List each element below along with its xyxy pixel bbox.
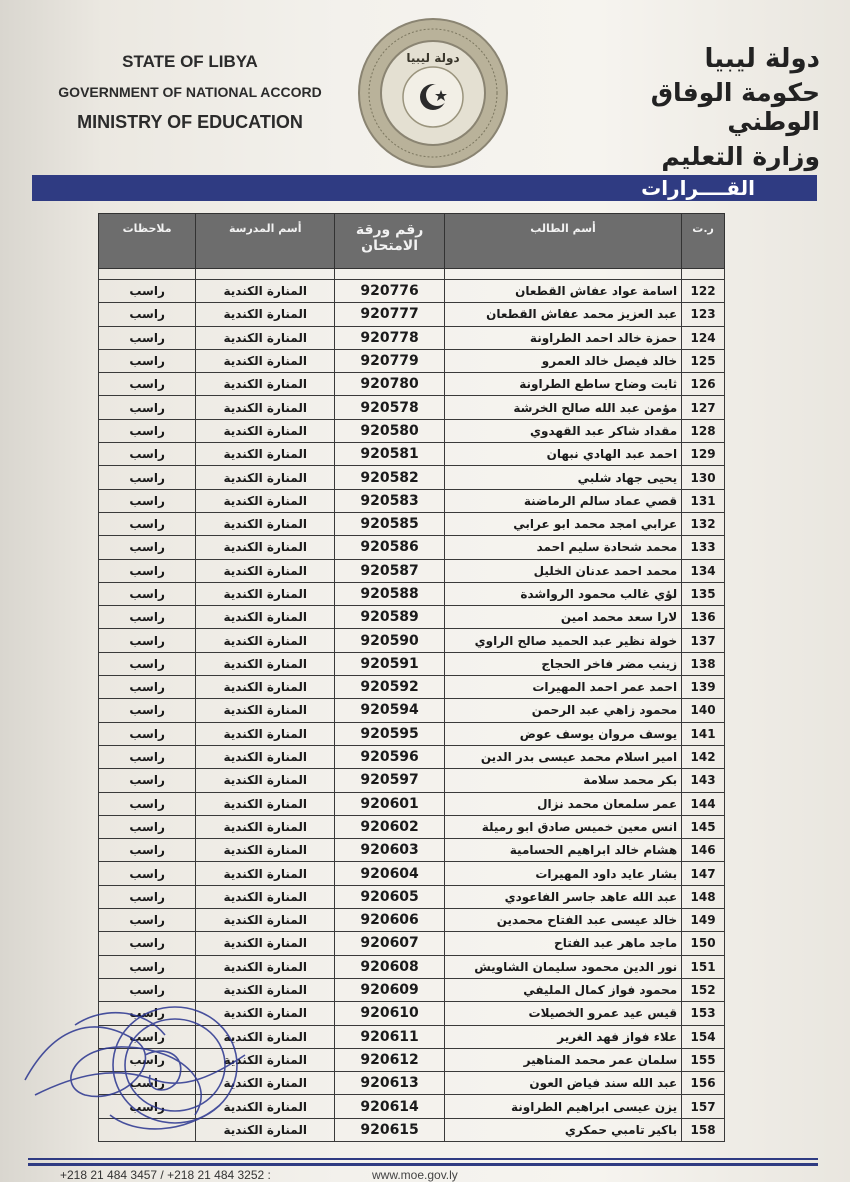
row-num: 139 bbox=[682, 676, 725, 699]
notes: راسب bbox=[99, 1072, 196, 1095]
row-num: 134 bbox=[682, 559, 725, 582]
school-name: المنارة الكندية bbox=[196, 280, 335, 303]
student-name: محمود زاهي عبد الرحمن bbox=[444, 699, 681, 722]
notes: راسب bbox=[99, 932, 196, 955]
table-row bbox=[99, 466, 725, 489]
student-name: عبد الله عاهد جاسر الفاعودي bbox=[444, 885, 681, 908]
school-name: المنارة الكندية bbox=[196, 839, 335, 862]
table-row bbox=[99, 862, 725, 885]
table-row bbox=[99, 792, 725, 815]
government-name-en: GOVERNMENT OF NATIONAL ACCORD bbox=[58, 84, 322, 100]
row-num: 130 bbox=[682, 466, 725, 489]
school-name: المنارة الكندية bbox=[196, 792, 335, 815]
student-name: لؤي غالب محمود الرواشدة bbox=[444, 582, 681, 605]
school-name: المنارة الكندية bbox=[196, 489, 335, 512]
notes: راسب bbox=[99, 815, 196, 838]
school-name: المنارة الكندية bbox=[196, 466, 335, 489]
row-num: 153 bbox=[682, 1002, 725, 1025]
row-num: 126 bbox=[682, 373, 725, 396]
row-num: 143 bbox=[682, 769, 725, 792]
table-row bbox=[99, 396, 725, 419]
row-num: 146 bbox=[682, 839, 725, 862]
student-name: احمد عبد الهادي نبهان bbox=[444, 443, 681, 466]
table-row bbox=[99, 349, 725, 372]
notes: راسب bbox=[99, 839, 196, 862]
notes: راسب bbox=[99, 676, 196, 699]
row-num: 129 bbox=[682, 443, 725, 466]
exam-number: 920615 bbox=[335, 1118, 445, 1141]
school-name: المنارة الكندية bbox=[196, 699, 335, 722]
table-row bbox=[99, 629, 725, 652]
notes: راسب bbox=[99, 745, 196, 768]
notes: راسب bbox=[99, 536, 196, 559]
exam-number: 920776 bbox=[335, 280, 445, 303]
row-num: 136 bbox=[682, 606, 725, 629]
student-name: محمد شحادة سليم احمد bbox=[444, 536, 681, 559]
student-name: عمر سلمعان محمد نزال bbox=[444, 792, 681, 815]
school-name: المنارة الكندية bbox=[196, 1118, 335, 1141]
row-num: 133 bbox=[682, 536, 725, 559]
school-name: المنارة الكندية bbox=[196, 536, 335, 559]
school-name: المنارة الكندية bbox=[196, 955, 335, 978]
ministry-name-en: MINISTRY OF EDUCATION bbox=[77, 112, 303, 132]
exam-number: 920777 bbox=[335, 303, 445, 326]
exam-number: 920580 bbox=[335, 419, 445, 442]
notes: راسب bbox=[99, 1048, 196, 1071]
notes: راسب bbox=[99, 466, 196, 489]
exam-number: 920611 bbox=[335, 1025, 445, 1048]
student-name: ثابت وضاح ساطع الطراونة bbox=[444, 373, 681, 396]
school-name: المنارة الكندية bbox=[196, 1025, 335, 1048]
school-name: المنارة الكندية bbox=[196, 885, 335, 908]
col-header-school: أسم المدرسة bbox=[196, 214, 335, 269]
ministry-name-ar: وزارة التعليم bbox=[661, 142, 820, 171]
table-row bbox=[99, 419, 725, 442]
student-name: محمد احمد عدنان الخليل bbox=[444, 559, 681, 582]
student-name: ماجد ماهر عبد الفتاح bbox=[444, 932, 681, 955]
school-name: المنارة الكندية bbox=[196, 815, 335, 838]
school-name: المنارة الكندية bbox=[196, 582, 335, 605]
exam-number: 920613 bbox=[335, 1072, 445, 1095]
school-name: المنارة الكندية bbox=[196, 373, 335, 396]
school-name: المنارة الكندية bbox=[196, 303, 335, 326]
table-row bbox=[99, 536, 725, 559]
student-name: احمد عمر احمد المهيرات bbox=[444, 676, 681, 699]
government-name-ar: حكومة الوفاق الوطني bbox=[650, 78, 820, 136]
row-num: 144 bbox=[682, 792, 725, 815]
exam-number: 920609 bbox=[335, 978, 445, 1001]
student-name: لارا سعد محمد امين bbox=[444, 606, 681, 629]
school-name: المنارة الكندية bbox=[196, 326, 335, 349]
row-num: 137 bbox=[682, 629, 725, 652]
exam-number: 920602 bbox=[335, 815, 445, 838]
row-num: 122 bbox=[682, 280, 725, 303]
notes: راسب bbox=[99, 1025, 196, 1048]
notes: راسب bbox=[99, 349, 196, 372]
exam-number: 920583 bbox=[335, 489, 445, 512]
notes: راسب bbox=[99, 489, 196, 512]
table-row bbox=[99, 699, 725, 722]
exam-number: 920588 bbox=[335, 582, 445, 605]
table-row bbox=[99, 606, 725, 629]
row-num: 156 bbox=[682, 1072, 725, 1095]
notes: راسب bbox=[99, 373, 196, 396]
exam-number: 920590 bbox=[335, 629, 445, 652]
table-row bbox=[99, 769, 725, 792]
state-seal-icon bbox=[357, 17, 509, 169]
table-row bbox=[99, 373, 725, 396]
row-num: 145 bbox=[682, 815, 725, 838]
notes: راسب bbox=[99, 955, 196, 978]
row-num: 152 bbox=[682, 978, 725, 1001]
school-name: المنارة الكندية bbox=[196, 769, 335, 792]
exam-number: 920596 bbox=[335, 745, 445, 768]
table-row bbox=[99, 559, 725, 582]
row-num: 138 bbox=[682, 652, 725, 675]
student-name: قصي عماد سالم الرماضنة bbox=[444, 489, 681, 512]
student-name: باكير تامبي حمكري bbox=[444, 1118, 681, 1141]
row-num: 154 bbox=[682, 1025, 725, 1048]
exam-number: 920587 bbox=[335, 559, 445, 582]
row-num: 150 bbox=[682, 932, 725, 955]
student-name: قيس عيد عمرو الخصيلات bbox=[444, 1002, 681, 1025]
student-name: مقداد شاكر عبد القهدوي bbox=[444, 419, 681, 442]
table-row bbox=[99, 932, 725, 955]
school-name: المنارة الكندية bbox=[196, 978, 335, 1001]
state-name-en: STATE OF LIBYA bbox=[122, 52, 258, 71]
school-name: المنارة الكندية bbox=[196, 652, 335, 675]
school-name: المنارة الكندية bbox=[196, 1095, 335, 1118]
student-name: نور الدين محمود سليمان الشاويش bbox=[444, 955, 681, 978]
table-row bbox=[99, 745, 725, 768]
notes: راسب bbox=[99, 280, 196, 303]
school-name: المنارة الكندية bbox=[196, 932, 335, 955]
student-name: بشار عايد داود المهيرات bbox=[444, 862, 681, 885]
exam-number: 920581 bbox=[335, 443, 445, 466]
row-num: 147 bbox=[682, 862, 725, 885]
header-english bbox=[40, 52, 340, 145]
table-row bbox=[99, 909, 725, 932]
school-name: المنارة الكندية bbox=[196, 349, 335, 372]
student-name: انس معين خميس صادق ابو رميلة bbox=[444, 815, 681, 838]
header-arabic bbox=[560, 44, 820, 171]
table-row bbox=[99, 676, 725, 699]
notes: راسب bbox=[99, 1002, 196, 1025]
school-name: المنارة الكندية bbox=[196, 419, 335, 442]
student-name: يحيى جهاد شلبي bbox=[444, 466, 681, 489]
notes: راسب bbox=[99, 978, 196, 1001]
exam-number: 920605 bbox=[335, 885, 445, 908]
row-num: 141 bbox=[682, 722, 725, 745]
row-num: 140 bbox=[682, 699, 725, 722]
student-name: محمود فواز كمال المليفي bbox=[444, 978, 681, 1001]
col-header-exam: رقم ورقة الامتحان bbox=[335, 214, 445, 269]
exam-number: 920595 bbox=[335, 722, 445, 745]
exam-number: 920591 bbox=[335, 652, 445, 675]
row-num: 148 bbox=[682, 885, 725, 908]
section-title: القــــرارات bbox=[641, 176, 755, 200]
row-num: 132 bbox=[682, 512, 725, 535]
row-num: 123 bbox=[682, 303, 725, 326]
school-name: المنارة الكندية bbox=[196, 676, 335, 699]
student-name: عرابي امجد محمد ابو عرابي bbox=[444, 512, 681, 535]
student-name: خالد عيسى عبد الفتاح محمدين bbox=[444, 909, 681, 932]
section-banner bbox=[32, 175, 817, 201]
school-name: المنارة الكندية bbox=[196, 396, 335, 419]
school-name: المنارة الكندية bbox=[196, 1002, 335, 1025]
exam-number: 920780 bbox=[335, 373, 445, 396]
exam-number: 920604 bbox=[335, 862, 445, 885]
exam-number: 920585 bbox=[335, 512, 445, 535]
notes: راسب bbox=[99, 582, 196, 605]
row-num: 158 bbox=[682, 1118, 725, 1141]
row-num: 149 bbox=[682, 909, 725, 932]
student-name: عبد الله سند فياض العون bbox=[444, 1072, 681, 1095]
exam-number: 920578 bbox=[335, 396, 445, 419]
exam-number: 920614 bbox=[335, 1095, 445, 1118]
school-name: المنارة الكندية bbox=[196, 559, 335, 582]
exam-number: 920607 bbox=[335, 932, 445, 955]
exam-number: 920779 bbox=[335, 349, 445, 372]
exam-number: 920582 bbox=[335, 466, 445, 489]
school-name: المنارة الكندية bbox=[196, 745, 335, 768]
table-spacer-row bbox=[99, 269, 725, 280]
row-num: 135 bbox=[682, 582, 725, 605]
notes: راسب bbox=[99, 652, 196, 675]
table-row bbox=[99, 722, 725, 745]
notes: راسب bbox=[99, 559, 196, 582]
footer-website[interactable]: www.moe.gov.ly bbox=[372, 1168, 458, 1182]
table-row bbox=[99, 839, 725, 862]
footer-rule bbox=[28, 1158, 818, 1160]
student-name: يوسف مروان يوسف عوض bbox=[444, 722, 681, 745]
col-header-num: ر.ت bbox=[682, 214, 725, 269]
table-row bbox=[99, 280, 725, 303]
school-name: المنارة الكندية bbox=[196, 629, 335, 652]
table-row bbox=[99, 443, 725, 466]
notes: راسب bbox=[99, 792, 196, 815]
student-name: بكر محمد سلامة bbox=[444, 769, 681, 792]
exam-number: 920610 bbox=[335, 1002, 445, 1025]
student-name: يزن عيسى ابراهيم الطراونة bbox=[444, 1095, 681, 1118]
notes: راسب bbox=[99, 909, 196, 932]
school-name: المنارة الكندية bbox=[196, 862, 335, 885]
exam-number: 920594 bbox=[335, 699, 445, 722]
student-name: امير اسلام محمد عيسى بدر الدين bbox=[444, 745, 681, 768]
exam-number: 920592 bbox=[335, 676, 445, 699]
student-name: هشام خالد ابراهيم الحسامية bbox=[444, 839, 681, 862]
exam-number: 920589 bbox=[335, 606, 445, 629]
exam-number: 920603 bbox=[335, 839, 445, 862]
exam-number: 920778 bbox=[335, 326, 445, 349]
table-row bbox=[99, 955, 725, 978]
notes: راسب bbox=[99, 885, 196, 908]
notes: راسب bbox=[99, 1095, 196, 1118]
exam-number: 920601 bbox=[335, 792, 445, 815]
exam-number: 920597 bbox=[335, 769, 445, 792]
student-name: عبد العزيز محمد عفاش القطعان bbox=[444, 303, 681, 326]
exam-number: 920608 bbox=[335, 955, 445, 978]
row-num: 127 bbox=[682, 396, 725, 419]
notes: راسب bbox=[99, 303, 196, 326]
notes: راسب bbox=[99, 629, 196, 652]
school-name: المنارة الكندية bbox=[196, 512, 335, 535]
notes: راسب bbox=[99, 606, 196, 629]
seal-text: دولة ليبيا bbox=[406, 51, 460, 65]
exam-number: 920606 bbox=[335, 909, 445, 932]
exam-number: 920586 bbox=[335, 536, 445, 559]
table-row bbox=[99, 885, 725, 908]
table-row bbox=[99, 652, 725, 675]
row-num: 142 bbox=[682, 745, 725, 768]
col-header-notes: ملاحظات bbox=[99, 214, 196, 269]
student-name: خالد فيصل خالد العمرو bbox=[444, 349, 681, 372]
school-name: المنارة الكندية bbox=[196, 443, 335, 466]
school-name: المنارة الكندية bbox=[196, 722, 335, 745]
school-name: المنارة الكندية bbox=[196, 1072, 335, 1095]
table-row bbox=[99, 326, 725, 349]
school-name: المنارة الكندية bbox=[196, 909, 335, 932]
notes: راسب bbox=[99, 862, 196, 885]
row-num: 125 bbox=[682, 349, 725, 372]
row-num: 131 bbox=[682, 489, 725, 512]
notes: راسب bbox=[99, 419, 196, 442]
student-name: خولة نظير عبد الحميد صالح الراوي bbox=[444, 629, 681, 652]
footer-rule-2 bbox=[28, 1163, 818, 1166]
student-name: اسامة عواد عفاش القطعان bbox=[444, 280, 681, 303]
notes: راسب bbox=[99, 396, 196, 419]
table-row bbox=[99, 489, 725, 512]
notes: راسب bbox=[99, 769, 196, 792]
table-row bbox=[99, 815, 725, 838]
row-num: 151 bbox=[682, 955, 725, 978]
table-header-row bbox=[99, 214, 725, 269]
notes: راسب bbox=[99, 512, 196, 535]
footer-phones: +218 21 484 3457 / +218 21 484 3252 : bbox=[60, 1168, 271, 1182]
student-name: زينب مضر فاخر الحجاج bbox=[444, 652, 681, 675]
student-name: علاء فواز فهد الغرير bbox=[444, 1025, 681, 1048]
student-name: حمزة خالد احمد الطراونة bbox=[444, 326, 681, 349]
col-header-name: أسم الطالب bbox=[444, 214, 681, 269]
student-name: مؤمن عبد الله صالح الخرشة bbox=[444, 396, 681, 419]
table-row bbox=[99, 303, 725, 326]
notes: راسب bbox=[99, 699, 196, 722]
row-num: 157 bbox=[682, 1095, 725, 1118]
school-name: المنارة الكندية bbox=[196, 606, 335, 629]
row-num: 155 bbox=[682, 1048, 725, 1071]
school-name: المنارة الكندية bbox=[196, 1048, 335, 1071]
notes: راسب bbox=[99, 326, 196, 349]
row-num: 124 bbox=[682, 326, 725, 349]
state-name-ar: دولة ليبيا bbox=[704, 44, 820, 74]
handwritten-signature-stamp bbox=[15, 985, 275, 1150]
table-row bbox=[99, 512, 725, 535]
student-name: سلمان عمر محمد المناهير bbox=[444, 1048, 681, 1071]
table-row bbox=[99, 582, 725, 605]
row-num: 128 bbox=[682, 419, 725, 442]
exam-number: 920612 bbox=[335, 1048, 445, 1071]
notes: راسب bbox=[99, 443, 196, 466]
notes: راسب bbox=[99, 722, 196, 745]
